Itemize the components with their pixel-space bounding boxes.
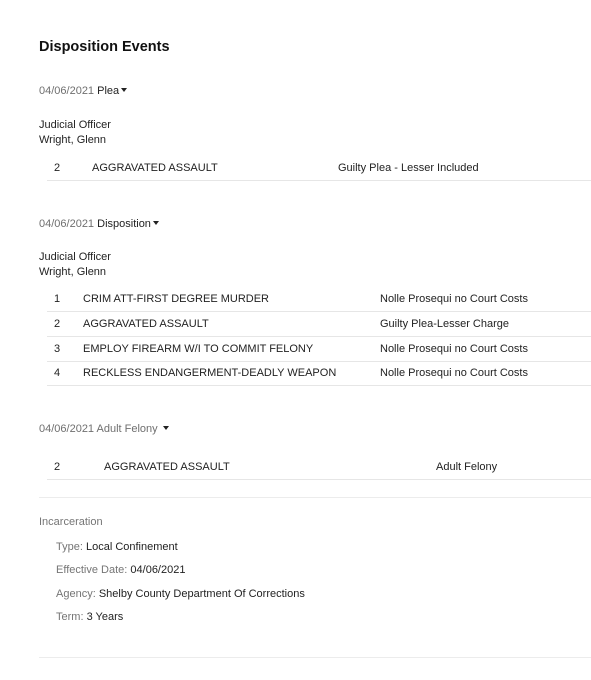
field-label: Agency:: [56, 588, 96, 600]
table-row: [47, 156, 591, 181]
charge-description: EMPLOY FIREARM W/I TO COMMIT FELONY: [83, 343, 314, 355]
table-row: [47, 312, 591, 337]
incarceration-label: Incarceration: [39, 516, 103, 528]
event-date: 04/06/2021: [39, 85, 95, 97]
judicial-officer-name: Wright, Glenn: [39, 266, 107, 278]
judicial-officer: [39, 118, 111, 148]
event-date: 04/06/2021: [39, 423, 95, 435]
event-header-adult-felony[interactable]: [39, 423, 169, 435]
charge-number: 1: [54, 293, 61, 305]
incarceration-term: [56, 611, 123, 623]
caret-down-icon[interactable]: [153, 221, 159, 225]
judicial-officer-name: Wright, Glenn: [39, 134, 107, 146]
charge-description: AGGRAVATED ASSAULT: [104, 461, 230, 473]
field-value: Shelby County Department Of Corrections: [98, 588, 305, 600]
charge-result: Adult Felony: [436, 461, 498, 473]
charge-number: 2: [54, 162, 61, 174]
incarceration-effective-date: [56, 564, 185, 576]
judicial-officer-label: Judicial Officer: [39, 251, 111, 263]
judicial-officer: [39, 250, 111, 280]
charge-result: Nolle Prosequi no Court Costs: [380, 293, 528, 305]
charge-description: CRIM ATT-FIRST DEGREE MURDER: [83, 293, 269, 305]
incarceration-agency: [56, 588, 305, 600]
charge-number: 2: [54, 461, 61, 473]
charge-number: 3: [54, 343, 61, 355]
field-label: Type:: [56, 541, 83, 553]
field-value: 04/06/2021: [130, 564, 186, 576]
judicial-officer-label: Judicial Officer: [39, 119, 111, 131]
section-divider: [39, 497, 591, 498]
incarceration-type: [56, 541, 178, 553]
field-label: Term:: [56, 611, 84, 623]
charge-result: Guilty Plea-Lesser Charge: [380, 318, 510, 330]
charge-description: AGGRAVATED ASSAULT: [92, 162, 218, 174]
charge-result: Nolle Prosequi no Court Costs: [380, 343, 528, 355]
section-divider: [39, 657, 591, 658]
event-type: Disposition: [97, 218, 151, 230]
event-type: Plea: [97, 85, 120, 97]
field-label: Effective Date:: [56, 564, 128, 576]
table-row: [47, 361, 591, 386]
page-title: Disposition Events: [39, 39, 170, 55]
charge-description: RECKLESS ENDANGERMENT-DEADLY WEAPON: [83, 367, 337, 379]
charge-number: 4: [54, 367, 61, 379]
table-row: [47, 455, 591, 480]
event-date: 04/06/2021: [39, 218, 95, 230]
event-header-disposition[interactable]: [39, 218, 159, 230]
caret-down-icon[interactable]: [163, 426, 169, 430]
caret-down-icon[interactable]: [121, 88, 127, 92]
table-row: [47, 337, 591, 362]
charge-number: 2: [54, 318, 61, 330]
charge-result: Guilty Plea - Lesser Included: [338, 162, 479, 174]
event-header-plea[interactable]: [39, 85, 127, 97]
table-row: [47, 287, 591, 312]
field-value: Local Confinement: [85, 541, 178, 553]
charge-result: Nolle Prosequi no Court Costs: [380, 367, 528, 379]
field-value: 3 Years: [86, 611, 124, 623]
charge-description: AGGRAVATED ASSAULT: [83, 318, 209, 330]
event-type: Adult Felony: [96, 423, 158, 435]
